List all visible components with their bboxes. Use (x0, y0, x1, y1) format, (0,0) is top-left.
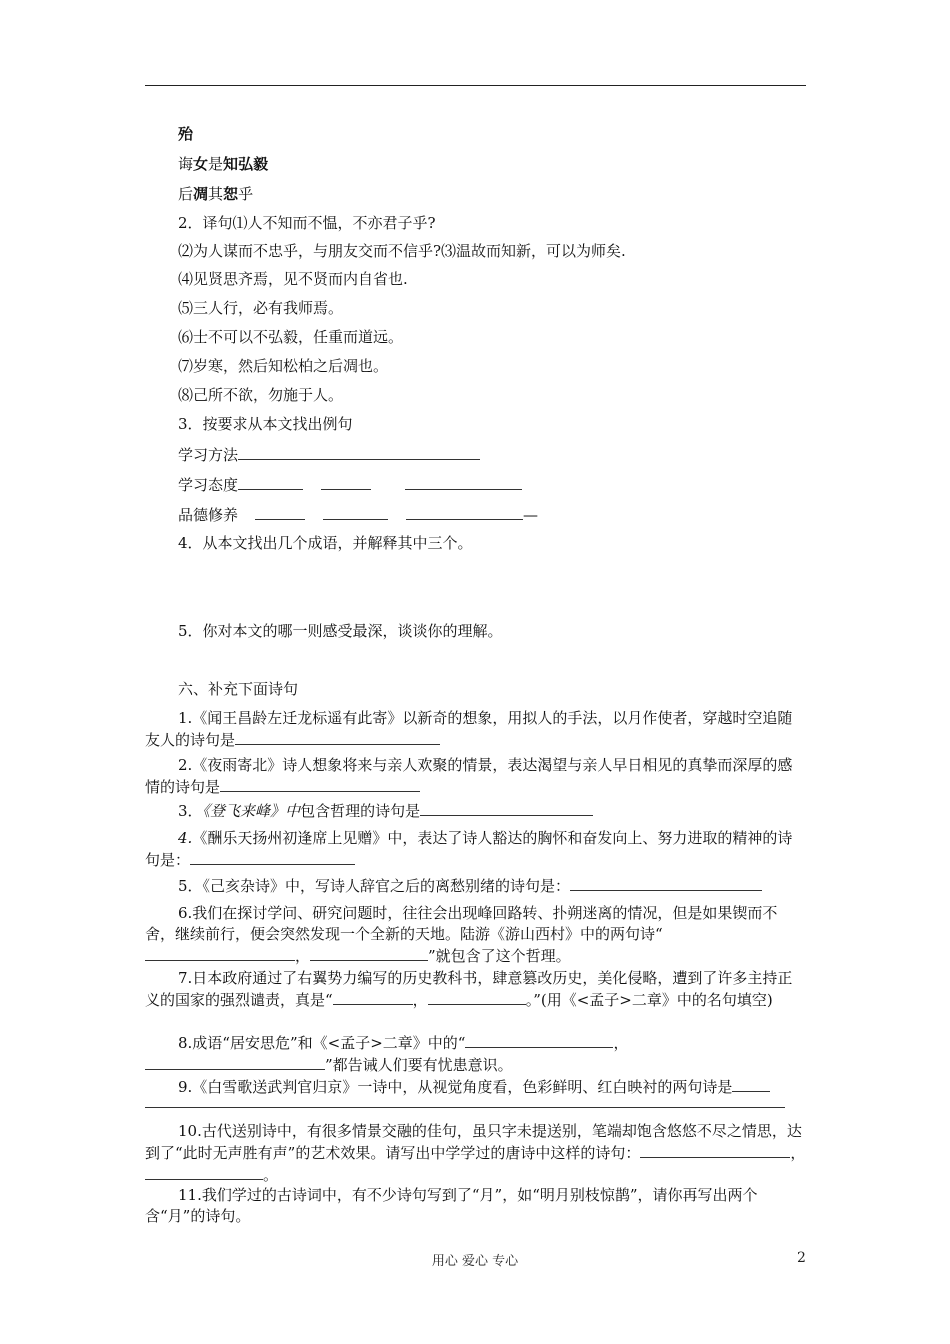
answer-blank[interactable] (235, 729, 440, 745)
answer-blank[interactable] (190, 849, 355, 865)
answer-blank[interactable] (428, 989, 526, 1005)
sec6-item-8: 8.成语“居安思危”和《<孟子>二章》中的“ ，”都告诫人们要有忧患意识。 (145, 1032, 806, 1076)
sec6-item-3: 3．《登飞来峰》中包含哲理的诗句是 (145, 800, 806, 822)
q3-method-row: 学习方法 (178, 444, 480, 465)
sec6-item-9: 9.《白雪歌送武判官归京》一诗中，从视觉角度看，色彩鲜明、红白映衬的两句诗是 (145, 1076, 806, 1098)
sec6-item-7: 7.日本政府通过了右翼势力编写的历史教科书，肆意篡改历史，美化侵略，遭到了许多主持正义的国家的强烈谴责，真是“ ， 。”(用《<孟子>二章》中的名句填空) (145, 969, 793, 1009)
q3-morality-row: 品德修养 — (178, 506, 539, 524)
section-6-title: 六、补充下面诗句 (178, 680, 299, 698)
answer-blank[interactable] (732, 1076, 770, 1092)
q2-sentence-2: ⑵为人谋而不忠乎，与朋友交而不信乎?⑶温故而知新，可以为师矣. (178, 242, 626, 260)
sec6-item-4: 4.《酬乐天扬州初逢席上见赠》中，表达了诗人豁达的胸怀和奋发向上、努力进取的精神的诗句是： (145, 829, 793, 869)
page-number: 2 (797, 1250, 806, 1266)
word-item-1: 殆 (178, 125, 194, 143)
header-rule (145, 85, 806, 86)
q2-sentence-5: ⑸三人行，必有我师焉。 (178, 299, 344, 317)
answer-blank[interactable] (321, 474, 371, 490)
answer-blank[interactable] (406, 504, 523, 520)
sec6-item-1: 1.《闻王昌龄左迁龙标遥有此寄》以新奇的想象，用拟人的手法，以月作使者，穿越时空追随友人的诗句是 (145, 709, 793, 749)
answer-blank[interactable] (405, 474, 522, 490)
answer-blank[interactable] (333, 989, 413, 1005)
answer-blank-line[interactable] (145, 1107, 785, 1108)
answer-blank[interactable] (640, 1142, 790, 1158)
answer-blank[interactable] (310, 945, 428, 961)
word-item-2: 诲女是知弘毅 (178, 155, 269, 173)
q2-title: 2．译句⑴人不知而不愠，不亦君子乎? (178, 214, 436, 232)
answer-blank[interactable] (570, 875, 762, 891)
sec6-item-5: 5．《己亥杂诗》中，写诗人辞官之后的离愁别绪的诗句是： (145, 875, 806, 897)
answer-blank[interactable] (220, 776, 420, 792)
q2-sentence-7: ⑺岁寒，然后知松柏之后凋也。 (178, 357, 389, 375)
answer-blank[interactable] (145, 1054, 325, 1070)
answer-blank[interactable] (145, 1164, 263, 1180)
q3-title: 3．按要求从本文找出例句 (178, 415, 353, 433)
answer-blank[interactable] (465, 1032, 613, 1048)
answer-blank[interactable] (323, 504, 388, 520)
q2-sentence-6: ⑹士不可以不弘毅，任重而道远。 (178, 328, 404, 346)
word-item-3: 后凋其恕乎 (178, 185, 254, 203)
sec6-item-11: 11.我们学过的古诗词中，有不少诗句写到了“月”，如“明月别枝惊鹊”，请你再写出两个含“月”的诗句。 (145, 1186, 758, 1225)
q2-sentence-4: ⑷见贤思齐焉，见不贤而内自省也. (178, 270, 408, 288)
answer-blank[interactable] (145, 945, 295, 961)
answer-blank[interactable] (255, 504, 305, 520)
answer-blank[interactable] (238, 444, 480, 460)
sec6-item-2: 2.《夜雨寄北》诗人想象将来与亲人欢聚的情景，表达渴望与亲人早日相见的真挚而深厚的感情的诗句是 (145, 756, 793, 796)
answer-blank[interactable] (238, 474, 303, 490)
q5-text: 5．你对本文的哪一则感受最深，谈谈你的理解。 (178, 622, 503, 640)
sec6-item-10: 10.古代送别诗中，有很多情景交融的佳句，虽只字未提送别，笔端却饱含悠悠不尽之情思，达到了“此时无声胜有声”的艺术效果。请写出中学学过的唐诗中这样的诗句： ，。 (145, 1122, 806, 1184)
q4-text: 4．从本文找出几个成语，并解释其中三个。 (178, 534, 473, 552)
q2-sentence-8: ⑻己所不欲，勿施于人。 (178, 386, 344, 404)
sec6-item-6: 6.我们在探讨学问、研究问题时，往往会出现峰回路转、扑朔迷离的情况，但是如果锲而不舍，继续前行，便会突然发现一个全新的天地。陆游《游山西村》中的两句诗“， ”就包含了这个哲理。 (145, 904, 778, 965)
q3-attitude-row: 学习态度 (178, 474, 522, 495)
page-footer: 用心 爱心 专心 (431, 1254, 519, 1269)
answer-blank[interactable] (420, 800, 593, 816)
